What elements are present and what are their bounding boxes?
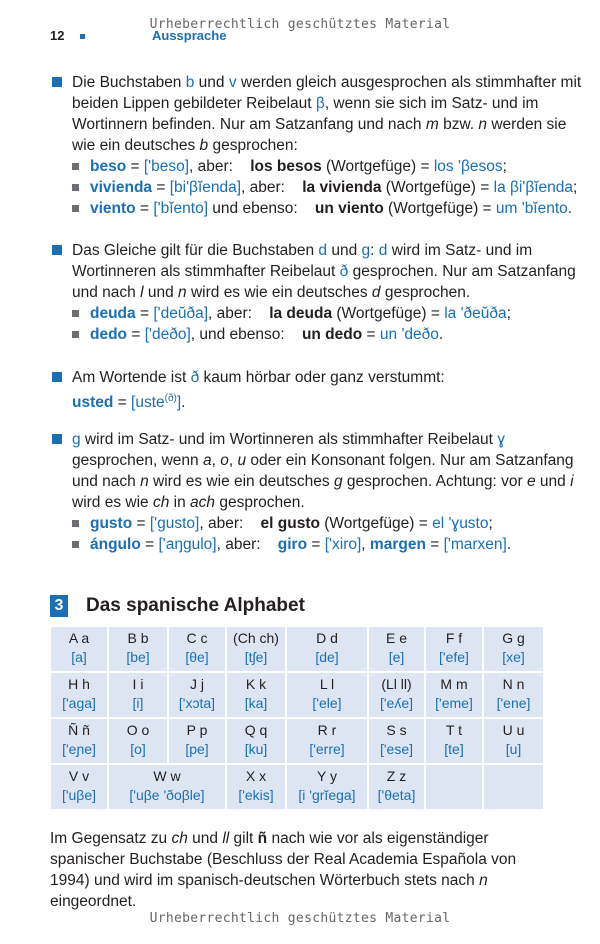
text-run: la deuda bbox=[269, 305, 333, 322]
text-run: (Wortgefüge) = bbox=[381, 179, 494, 196]
text-run: (Wortgefüge) = bbox=[321, 158, 434, 175]
text-run: gesprochen. Nur am Satzanfang und nach bbox=[72, 263, 581, 301]
alphabet-cell bbox=[287, 719, 367, 763]
text-run: un viento bbox=[314, 200, 384, 217]
letter-pronunciation: [i 'ɡrĭega] bbox=[298, 787, 356, 803]
section-title: Aussprache bbox=[152, 28, 227, 43]
text-run: d bbox=[378, 242, 388, 259]
alphabet-cell bbox=[109, 673, 167, 717]
paragraph-d-g bbox=[72, 240, 582, 345]
text-run: und bbox=[194, 74, 229, 91]
text-run: ; bbox=[506, 305, 511, 322]
paragraph-text bbox=[72, 429, 582, 513]
text-run: ll bbox=[222, 830, 230, 847]
table-row bbox=[51, 627, 543, 671]
text-run: ð bbox=[190, 369, 200, 386]
text-run: ; bbox=[502, 158, 507, 175]
letter: A a bbox=[68, 630, 90, 646]
example-item bbox=[72, 177, 582, 198]
page-number: 12 bbox=[50, 28, 65, 43]
text-run: un 'deðo bbox=[379, 326, 439, 343]
letter: P p bbox=[186, 722, 208, 738]
text-run: d bbox=[318, 242, 328, 259]
letter: N n bbox=[502, 676, 525, 692]
text-run: m bbox=[425, 116, 439, 133]
alphabet-cell bbox=[227, 765, 285, 809]
letter: S s bbox=[386, 722, 407, 738]
letter: G g bbox=[502, 630, 525, 646]
text-run: giro bbox=[277, 536, 308, 553]
alphabet-cell bbox=[369, 765, 424, 809]
letter: Q q bbox=[244, 722, 268, 738]
letter-pronunciation: ['xɔta] bbox=[178, 695, 216, 711]
text-run: werden sie wie ein deutsches bbox=[72, 116, 571, 154]
text-run: = bbox=[113, 394, 132, 412]
text-run: d bbox=[371, 284, 381, 301]
letter-pronunciation: ['ese] bbox=[379, 741, 414, 757]
text-run: . bbox=[181, 394, 186, 412]
text-run: ['xiro] bbox=[324, 536, 362, 553]
letter: M m bbox=[440, 676, 468, 692]
sub-bullet-icon bbox=[72, 331, 79, 338]
alphabet-cell bbox=[109, 765, 225, 809]
text-run: g bbox=[361, 242, 371, 259]
text-run: n bbox=[140, 473, 149, 490]
table-row bbox=[51, 765, 543, 809]
letter-pronunciation: [u] bbox=[505, 741, 522, 757]
watermark-bottom: Urheberrechtlich geschütztes Material bbox=[149, 911, 451, 926]
letter-pronunciation: [θe] bbox=[185, 649, 209, 665]
letter: (Ll ll) bbox=[381, 676, 412, 692]
alphabet-cell bbox=[51, 627, 107, 671]
letter: C c bbox=[186, 630, 208, 646]
bullet-square-icon bbox=[52, 434, 62, 444]
text-run: un dedo bbox=[301, 326, 363, 343]
letter-pronunciation: [i] bbox=[132, 695, 144, 711]
text-run: wird es wie ein deutsches bbox=[186, 284, 372, 301]
table-row bbox=[51, 673, 543, 717]
alphabet-cell bbox=[484, 673, 543, 717]
letter-pronunciation: [ku] bbox=[244, 741, 268, 757]
text-run: la βi'βĭenda bbox=[493, 179, 574, 196]
text-run: und ebenso: bbox=[208, 200, 315, 217]
letter: W w bbox=[153, 768, 181, 784]
letter-pronunciation: ['eɲe] bbox=[62, 741, 96, 757]
letter: Y y bbox=[317, 768, 337, 784]
watermark-top: Urheberrechtlich geschütztes Material bbox=[149, 17, 451, 32]
text-run: , aber: bbox=[208, 305, 270, 322]
letter: (Ch ch) bbox=[233, 630, 279, 646]
example-item bbox=[72, 303, 582, 324]
letter-pronunciation: [te] bbox=[444, 741, 464, 757]
text-run: = bbox=[152, 179, 170, 196]
alphabet-cell bbox=[426, 719, 482, 763]
alphabet-cell bbox=[369, 627, 424, 671]
letter: T t bbox=[445, 722, 463, 738]
text-run: viento bbox=[90, 200, 136, 217]
text-run: = bbox=[126, 158, 144, 175]
alphabet-cell bbox=[426, 627, 482, 671]
text-run: , wenn sie sich im Satz- und im Wortinnern befinden. Nur am Satzanfang und nach bbox=[72, 95, 543, 133]
text-run: ['marxen] bbox=[443, 536, 507, 553]
text-run: kaum hörbar oder ganz verstummt: bbox=[199, 369, 445, 386]
text-run: ] bbox=[176, 394, 182, 412]
letter: B b bbox=[127, 630, 149, 646]
letter-pronunciation: [a] bbox=[71, 649, 87, 665]
text-run: dedo bbox=[90, 326, 128, 343]
text-run: wird es wie bbox=[72, 473, 578, 511]
header-square-icon bbox=[80, 34, 85, 39]
text-run: e bbox=[526, 473, 536, 490]
text-run: (Wortgefüge) = bbox=[383, 200, 496, 217]
text-run: a bbox=[202, 452, 212, 469]
alphabet-cell bbox=[426, 673, 482, 717]
section-number-badge: 3 bbox=[50, 595, 68, 617]
text-run: ach bbox=[190, 494, 216, 511]
sub-bullet-icon bbox=[72, 520, 79, 527]
alphabet-cell bbox=[109, 627, 167, 671]
text-run: gesprochen. bbox=[380, 284, 471, 301]
text-run: [uste bbox=[131, 394, 165, 412]
alphabet-cell bbox=[287, 627, 367, 671]
text-run: in bbox=[169, 494, 191, 511]
text-run: usted bbox=[72, 394, 114, 412]
text-run: = bbox=[135, 305, 154, 322]
alphabet-cell bbox=[51, 673, 107, 717]
alphabet-cell bbox=[227, 627, 285, 671]
text-run: = bbox=[425, 536, 444, 553]
text-run: margen bbox=[369, 536, 426, 553]
alphabet-cell bbox=[484, 627, 543, 671]
text-run: = bbox=[127, 326, 145, 343]
text-run: ['gusto] bbox=[149, 515, 200, 532]
text-run: n bbox=[478, 116, 488, 133]
text-run: gesprochen. bbox=[215, 494, 305, 511]
alphabet-cell bbox=[227, 719, 285, 763]
text-run: ; bbox=[573, 179, 578, 196]
example-item bbox=[72, 513, 582, 534]
letter: I i bbox=[132, 676, 144, 692]
text-run: ['aŋgulo] bbox=[158, 536, 217, 553]
alphabet-cell bbox=[484, 719, 543, 763]
text-run: nach wie vor als eigenständiger spanischer Buchstabe (Beschluss der Real Academia Española von 1994) und wird im spanisch-deutschen Wörterbuch stets nach bbox=[50, 830, 521, 889]
text-run: deuda bbox=[90, 305, 136, 322]
text-run: ['deŭða] bbox=[153, 305, 209, 322]
text-run: los besos bbox=[250, 158, 322, 175]
example-item bbox=[72, 324, 582, 345]
text-run: la 'ðeŭða bbox=[444, 305, 507, 322]
letter-pronunciation: [xe] bbox=[502, 649, 525, 665]
text-run: , aber: bbox=[199, 515, 261, 532]
text-run: gesprochen. Achtung: vor bbox=[342, 473, 527, 490]
alphabet-cell bbox=[51, 719, 107, 763]
text-run: wird es wie ein deutsches bbox=[148, 473, 334, 490]
text-run: gusto bbox=[90, 515, 133, 532]
letter: K k bbox=[245, 676, 267, 692]
text-run: [bi'βĭenda] bbox=[169, 179, 242, 196]
text-run: i bbox=[570, 473, 574, 490]
text-run: n bbox=[479, 872, 488, 889]
letter-pronunciation: ['eʎe] bbox=[379, 695, 414, 711]
text-run: Am Wortende ist bbox=[72, 369, 191, 386]
alphabet-cell bbox=[484, 765, 543, 809]
letter-pronunciation: [ka] bbox=[244, 695, 268, 711]
text-run: el 'ɣusto bbox=[432, 515, 489, 532]
text-run: oder ein Konsonant folgen. Nur am Satzanfang und nach bbox=[72, 452, 578, 490]
paragraph-g bbox=[72, 429, 582, 555]
text-run: gilt bbox=[229, 830, 258, 847]
letter-pronunciation: [de] bbox=[315, 649, 339, 665]
alphabet-cell bbox=[227, 673, 285, 717]
text-run: = bbox=[307, 536, 325, 553]
alphabet-cell bbox=[426, 765, 482, 809]
alphabet-cell bbox=[51, 765, 107, 809]
text-run: , aber: bbox=[241, 179, 303, 196]
closing-paragraph bbox=[50, 828, 560, 912]
text-run: gesprochen, wenn bbox=[72, 431, 510, 469]
letter-pronunciation: ['efe] bbox=[439, 649, 469, 665]
letter-pronunciation: [e] bbox=[388, 649, 405, 665]
text-run: g bbox=[72, 431, 81, 448]
alphabet-cell bbox=[169, 673, 225, 717]
text-run: beso bbox=[90, 158, 127, 175]
letter-pronunciation: [o] bbox=[130, 741, 146, 757]
text-run: um 'bĭento bbox=[495, 200, 568, 217]
letter-pronunciation: ['erre] bbox=[309, 741, 345, 757]
section-heading: Das spanische Alphabet bbox=[86, 595, 305, 616]
letter bbox=[484, 767, 543, 786]
text-run: werden gleich ausgesprochen als stimmhafter mit beiden Lippen gebildeter Reibelaut bbox=[72, 74, 586, 112]
letter-pronunciation: ['ele] bbox=[312, 695, 342, 711]
text-run: ['beso] bbox=[143, 158, 190, 175]
alphabet-cell bbox=[109, 719, 167, 763]
bullet-square-icon bbox=[52, 77, 62, 87]
text-run: u bbox=[237, 452, 247, 469]
letter: E e bbox=[385, 630, 407, 646]
text-run: und bbox=[535, 473, 571, 490]
text-run: ch bbox=[152, 494, 170, 511]
alphabet-cell bbox=[169, 627, 225, 671]
text-run: = bbox=[140, 536, 159, 553]
letter: O o bbox=[126, 722, 150, 738]
text-run: , bbox=[228, 452, 238, 469]
text-run: bzw. bbox=[438, 116, 479, 133]
text-run: l bbox=[140, 284, 144, 301]
letter: U u bbox=[502, 722, 525, 738]
sub-bullet-icon bbox=[72, 205, 79, 212]
text-run: ángulo bbox=[90, 536, 141, 553]
text-run: ð bbox=[339, 263, 349, 280]
text-run: b bbox=[199, 137, 209, 154]
letter: D d bbox=[316, 630, 338, 646]
letter-pronunciation: ['θeta] bbox=[377, 787, 416, 803]
letter-pronunciation bbox=[484, 786, 543, 805]
paragraph-text bbox=[72, 72, 586, 156]
text-run: v bbox=[228, 74, 237, 91]
text-run: vivienda bbox=[90, 179, 153, 196]
text-run: . bbox=[567, 200, 573, 217]
example-item bbox=[72, 156, 582, 177]
paragraph-b-v bbox=[72, 72, 586, 219]
letter-pronunciation: [tʃe] bbox=[244, 649, 268, 665]
example-item bbox=[72, 198, 582, 219]
text-run: Die Buchstaben bbox=[72, 74, 186, 91]
text-run: (ð) bbox=[164, 393, 177, 404]
text-run: o bbox=[220, 452, 229, 469]
letter: X x bbox=[245, 768, 267, 784]
text-run: (Wortgefüge) = bbox=[319, 515, 433, 532]
text-run: n bbox=[178, 284, 187, 301]
text-run: wird im Satz- und im Wortinneren als stimmhafter Reibelaut bbox=[72, 242, 537, 280]
alphabet-cell bbox=[287, 765, 367, 809]
bullet-square-icon bbox=[52, 245, 62, 255]
text-run: ɣ bbox=[497, 431, 506, 448]
sub-bullet-icon bbox=[72, 184, 79, 191]
letter-pronunciation: ['ene] bbox=[496, 695, 531, 711]
letter: Z z bbox=[386, 768, 407, 784]
letter-pronunciation: [pe] bbox=[185, 741, 209, 757]
alphabet-cell bbox=[287, 673, 367, 717]
letter-pronunciation: ['uβe] bbox=[61, 787, 97, 803]
alphabet-cell bbox=[169, 719, 225, 763]
text-run: Im Gegensatz zu bbox=[50, 830, 172, 847]
text-run: ['bĭento] bbox=[153, 200, 208, 217]
text-run: wird im Satz- und im Wortinneren als stimmhafter Reibelaut bbox=[80, 431, 498, 448]
text-run: = bbox=[132, 515, 150, 532]
text-run: Das Gleiche gilt für die Buchstaben bbox=[72, 242, 319, 259]
letter: H h bbox=[68, 676, 90, 692]
letter: J j bbox=[190, 676, 204, 692]
letter: V v bbox=[68, 768, 90, 784]
text-run: β bbox=[315, 95, 325, 112]
letter-pronunciation: ['uβe 'ðoβle] bbox=[129, 787, 205, 803]
text-run: ['deðo] bbox=[144, 326, 191, 343]
text-run: , und ebenso: bbox=[190, 326, 302, 343]
letter-pronunciation: ['aga] bbox=[62, 695, 96, 711]
text-run: und bbox=[143, 284, 179, 301]
text-run: : bbox=[370, 242, 379, 259]
text-run: gesprochen: bbox=[208, 137, 298, 154]
text-run: = bbox=[135, 200, 154, 217]
text-run: . bbox=[506, 536, 512, 553]
letter: Ñ ñ bbox=[68, 722, 90, 738]
paragraph-text bbox=[72, 240, 582, 303]
alphabet-table bbox=[49, 625, 545, 811]
paragraph-word-end bbox=[72, 367, 582, 413]
text-run: , bbox=[361, 536, 370, 553]
text-run: und bbox=[187, 830, 223, 847]
text-run: = bbox=[362, 326, 380, 343]
text-run: , aber: bbox=[216, 536, 278, 553]
text-run: , aber: bbox=[189, 158, 251, 175]
letter: F f bbox=[445, 630, 463, 646]
letter: L l bbox=[319, 676, 335, 692]
sub-bullet-icon bbox=[72, 163, 79, 170]
sub-bullet-icon bbox=[72, 541, 79, 548]
alphabet-cell bbox=[369, 719, 424, 763]
example-item bbox=[72, 534, 582, 555]
text-run: eingeordnet. bbox=[50, 872, 492, 910]
text-run: g bbox=[333, 473, 343, 490]
text-run: la vivienda bbox=[302, 179, 382, 196]
sub-bullet-icon bbox=[72, 310, 79, 317]
text-run: und bbox=[327, 242, 362, 259]
text-run: ; bbox=[488, 515, 493, 532]
text-run: b bbox=[185, 74, 195, 91]
alphabet-cell bbox=[369, 673, 424, 717]
text-run: los 'βesos bbox=[433, 158, 503, 175]
text-run: . bbox=[438, 326, 444, 343]
bullet-square-icon bbox=[52, 372, 62, 382]
letter-pronunciation: [be] bbox=[126, 649, 150, 665]
text-run: ch bbox=[171, 830, 188, 847]
text-run: (Wortgefüge) = bbox=[332, 305, 445, 322]
paragraph-text bbox=[72, 367, 582, 413]
table-row bbox=[51, 719, 543, 763]
letter: R r bbox=[317, 722, 337, 738]
letter bbox=[426, 767, 482, 786]
letter-pronunciation: ['ekis] bbox=[238, 787, 274, 803]
text-run: el gusto bbox=[260, 515, 320, 532]
text-run: ñ bbox=[257, 830, 268, 847]
letter-pronunciation bbox=[426, 786, 482, 805]
text-run: , bbox=[211, 452, 221, 469]
letter-pronunciation: ['eme] bbox=[435, 695, 473, 711]
